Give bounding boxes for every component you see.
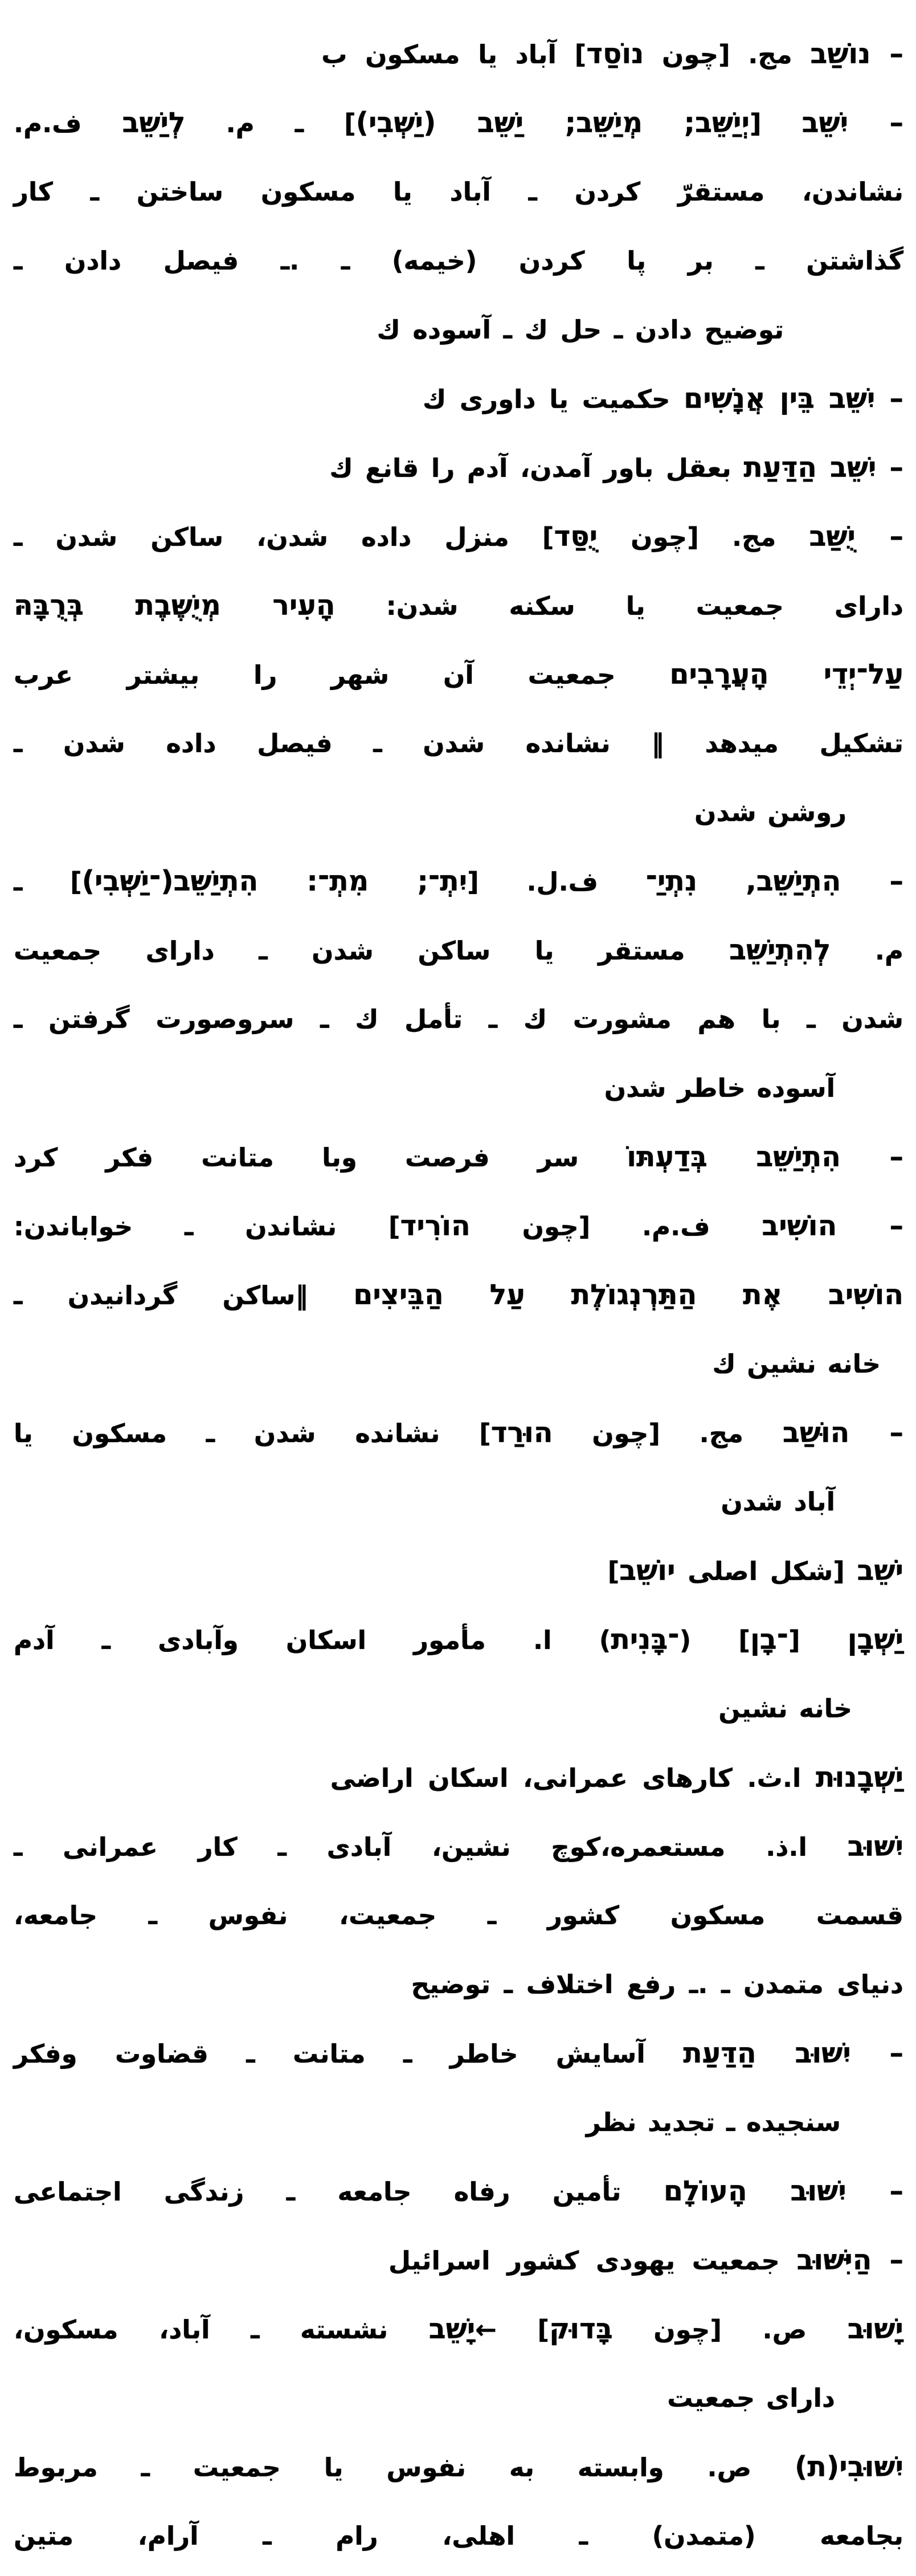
- dictionary-line: [14, 571, 903, 640]
- persian-text: ] منزل داده شدن، ساکن شدن ـ: [14, 522, 554, 552]
- persian-text: تأمین رفاه جامعه ـ زندگی اجتماعی: [14, 2177, 664, 2207]
- persian-text: ] ـ م.: [185, 108, 356, 138]
- persian-text: مج. [چون: [553, 1418, 783, 1448]
- hebrew-text: הוֹרִיד: [400, 1210, 471, 1242]
- dictionary-line: [14, 295, 784, 364]
- dictionary-column: [14, 19, 903, 2570]
- persian-text: خانه نشین: [718, 1693, 852, 1724]
- hebrew-text: בָּדוּק: [549, 2313, 613, 2345]
- hebrew-text: – הִתְיַשֵּׁב בְּדַעְתּוֹ: [627, 1141, 903, 1173]
- persian-text: خانه نشین ك: [712, 1349, 881, 1379]
- dictionary-line: [14, 1191, 903, 1260]
- hebrew-text: – יִשּׁוּב הָעוֹלָם: [663, 2175, 903, 2207]
- persian-text: ص. [چون: [612, 2314, 848, 2345]
- persian-text: مج. [چون: [644, 39, 811, 70]
- persian-text: ] نشانده شدن ـ مسکون یا: [14, 1418, 491, 1448]
- dictionary-line: [14, 2432, 903, 2501]
- dictionary-line: [14, 88, 903, 157]
- hebrew-text: – הוֹשִׁיב: [762, 1210, 903, 1242]
- hebrew-text: – יִשּׁוּב הַדַּעַת: [683, 2037, 903, 2069]
- dictionary-line: [14, 1605, 903, 1674]
- persian-text: حکمیت یا داوری ك: [423, 384, 684, 414]
- persian-text: دنیای متمدن ـ .ـ رفع اختلاف ـ توضیح: [411, 1969, 903, 1999]
- dictionary-line: [14, 1812, 903, 1881]
- hebrew-text: יַשְׁבָנוּת: [816, 1761, 903, 1794]
- hebrew-text: – הִתְיַשֵּׁב, נִתְיַ־: [645, 865, 903, 897]
- persian-text: سر فرصت وبا متانت فکر کرد: [14, 1142, 627, 1173]
- dictionary-line: [14, 847, 903, 916]
- dictionary-line: [14, 2157, 903, 2226]
- persian-text: م.: [831, 936, 903, 966]
- dictionary-line: [14, 1122, 903, 1191]
- hebrew-text: יֹשֵׁב: [857, 1554, 903, 1587]
- hebrew-text: – יִשֵּׁב: [802, 107, 903, 139]
- persian-text: ف.ل. [: [467, 867, 646, 897]
- hebrew-text: – יִשֵּׁב הַדַּעַת: [743, 451, 903, 484]
- persian-text: ] نشاندن ـ خواباندن:: [14, 1211, 400, 1242]
- persian-text: شدن ـ با هم مشورت ك ـ تأمل ك ـ سروصورت گرفتن ـ: [14, 1004, 903, 1034]
- hebrew-text: – יִשֵּׁב בֵּין אֲנָשִׁים: [684, 382, 903, 415]
- dictionary-line: [14, 1398, 903, 1467]
- hebrew-text: הוּרַד: [490, 1416, 553, 1449]
- persian-text: ] ـ: [14, 867, 82, 897]
- dictionary-line: [14, 985, 903, 1054]
- hebrew-text: לְהִתְיַשֵּׁב: [729, 934, 831, 966]
- hebrew-text: לְיַשֵּׁב: [122, 107, 186, 139]
- hebrew-text: יִשּׁוּב: [847, 1830, 903, 1863]
- dictionary-line: [14, 2501, 903, 2570]
- persian-text: ] (: [679, 1625, 750, 1655]
- dictionary-line: [14, 778, 847, 847]
- hebrew-text: יִשּׁוּבִי(ת): [795, 2451, 903, 2483]
- persian-text: ]: [607, 1556, 620, 1586]
- hebrew-text: – יֻשַּׁב: [809, 520, 903, 553]
- persian-text: ا.ث. کارهای عمرانی، اسکان اراضی: [330, 1763, 816, 1793]
- hebrew-text: יְיַשֵּׁב; מְיַשֵּׁב; יַשֵּׁב (יַשְּׁבִי): [355, 107, 750, 139]
- dictionary-line: [14, 364, 903, 433]
- persian-text: روشن شدن: [694, 797, 847, 827]
- dictionary-line: [14, 19, 903, 88]
- persian-text: [شکل اصلی: [675, 1556, 857, 1586]
- persian-text: ] آباد یا مسکون ب: [321, 39, 587, 70]
- hebrew-text: יָשֵׁב: [428, 2313, 476, 2345]
- dictionary-line: [14, 2295, 903, 2363]
- hebrew-text: יַשְׁבָן: [847, 1623, 904, 1656]
- persian-text: آسوده خاطر شدن: [604, 1073, 835, 1103]
- persian-text: ا.ذ. مستعمره،کوچ نشین، آبادی ـ کار عمرانی ـ: [14, 1832, 848, 1862]
- dictionary-line: [14, 1674, 852, 1743]
- dictionary-line: [14, 2226, 903, 2295]
- persian-text: ف.م. [چون: [470, 1211, 762, 1242]
- dictionary-line: [14, 1950, 903, 2019]
- persian-text: [: [788, 1625, 848, 1655]
- persian-text: بجامعه (متمدن) ـ اهلی، رام ـ آرام، متین: [14, 2521, 903, 2551]
- persian-text: ص. وابسته به نفوس یا جمعیت ـ مربوط: [14, 2452, 795, 2483]
- hebrew-text: יֻסַּד: [554, 520, 598, 553]
- dictionary-line: [14, 2363, 835, 2432]
- dictionary-line: [14, 1329, 881, 1398]
- dictionary-line: [14, 1881, 903, 1950]
- persian-text: تشکیل میدهد ‖ نشانده شدن ـ فیصل داده شدن ـ: [14, 728, 903, 758]
- hebrew-text: ־בָן: [750, 1623, 788, 1656]
- dictionary-line: [14, 1260, 903, 1329]
- dictionary-line: [14, 1467, 835, 1536]
- persian-text: دارای جمعیت یا سکنه شدن:: [335, 591, 903, 621]
- dictionary-line: [14, 640, 903, 709]
- persian-text: مستقر یا ساکن شدن ـ دارای جمعیت: [14, 936, 730, 966]
- hebrew-text: הָעִיר מְיֻשֶּׁבֶת בְּרֻבָּהּ: [14, 589, 336, 622]
- persian-text: نشاندن، مستقرّ کردن ـ آباد یا مسکون ساختن ـ کار: [14, 177, 903, 207]
- dictionary-line: [14, 1054, 835, 1122]
- dictionary-line: [14, 502, 903, 571]
- persian-text: جمعیت آن شهر را بیشتر عرب: [14, 660, 670, 690]
- persian-text: جمعیت یهودی کشور اسرائیل: [389, 2246, 797, 2276]
- persian-text: مج. [چون: [598, 522, 809, 552]
- dictionary-line: [14, 226, 903, 295]
- persian-text: بعقل باور آمدن، آدم را قانع ك: [329, 453, 744, 483]
- hebrew-text: נוֹסַד: [586, 38, 644, 70]
- persian-text: [: [750, 108, 802, 138]
- hebrew-text: ־בָּנִית: [611, 1623, 680, 1656]
- dictionary-line: [14, 1536, 903, 1605]
- dictionary-line: [14, 157, 903, 226]
- persian-text: آسایش خاطر ـ متانت ـ قضاوت وفکر: [14, 2039, 684, 2069]
- hebrew-text: – הַיִּשּׁוּב: [796, 2244, 903, 2276]
- persian-text: سنجیده ـ تجدید نظر: [586, 2107, 841, 2137]
- persian-text: گذاشتن ـ بر پا کردن (خیمه) ـ .ـ فیصل دادن ـ: [14, 246, 903, 276]
- persian-text: قسمت مسکون کشور ـ جمعیت، نفوس ـ جامعه،: [14, 1900, 903, 1930]
- dictionary-line: [14, 709, 903, 778]
- hebrew-text: – נוֹשַׁב: [810, 38, 903, 70]
- persian-text: توضیح دادن ـ حل ك ـ آسوده ك: [377, 315, 784, 345]
- persian-text: ] ←: [475, 2314, 550, 2345]
- hebrew-text: הוֹשִׁיב אֶת הַתַּרְנְגוֹלֶת עַל הַבֵּיצִים: [353, 1279, 904, 1311]
- persian-text: نشسته ـ آباد، مسکون،: [14, 2314, 429, 2345]
- hebrew-text: יָשׁוּב: [847, 2313, 903, 2345]
- dictionary-line: [14, 433, 903, 502]
- persian-text: ف.م.: [14, 108, 122, 138]
- hebrew-text: עַל־יְדֵי הָעֲרָבִים: [669, 658, 903, 691]
- dictionary-line: [14, 1743, 903, 1812]
- hebrew-text: – הוּשַׁב: [782, 1416, 903, 1449]
- dictionary-line: [14, 2088, 841, 2157]
- dictionary-line: [14, 916, 903, 985]
- persian-text: دارای جمعیت: [667, 2383, 835, 2413]
- hebrew-text: יוֹשֵׁב: [619, 1554, 676, 1587]
- persian-text: ) ا. مأمور اسکان وآبادی ـ آدم: [14, 1625, 611, 1655]
- hebrew-text: יִתְ־; מִתְ־: הִתְיַשֵּׁב(־יַשְּׁבִי): [81, 865, 468, 897]
- dictionary-line: [14, 2019, 903, 2088]
- persian-text: آباد شدن: [721, 1487, 835, 1517]
- persian-text: ‖ساکن گردانیدن ـ: [14, 1280, 354, 1311]
